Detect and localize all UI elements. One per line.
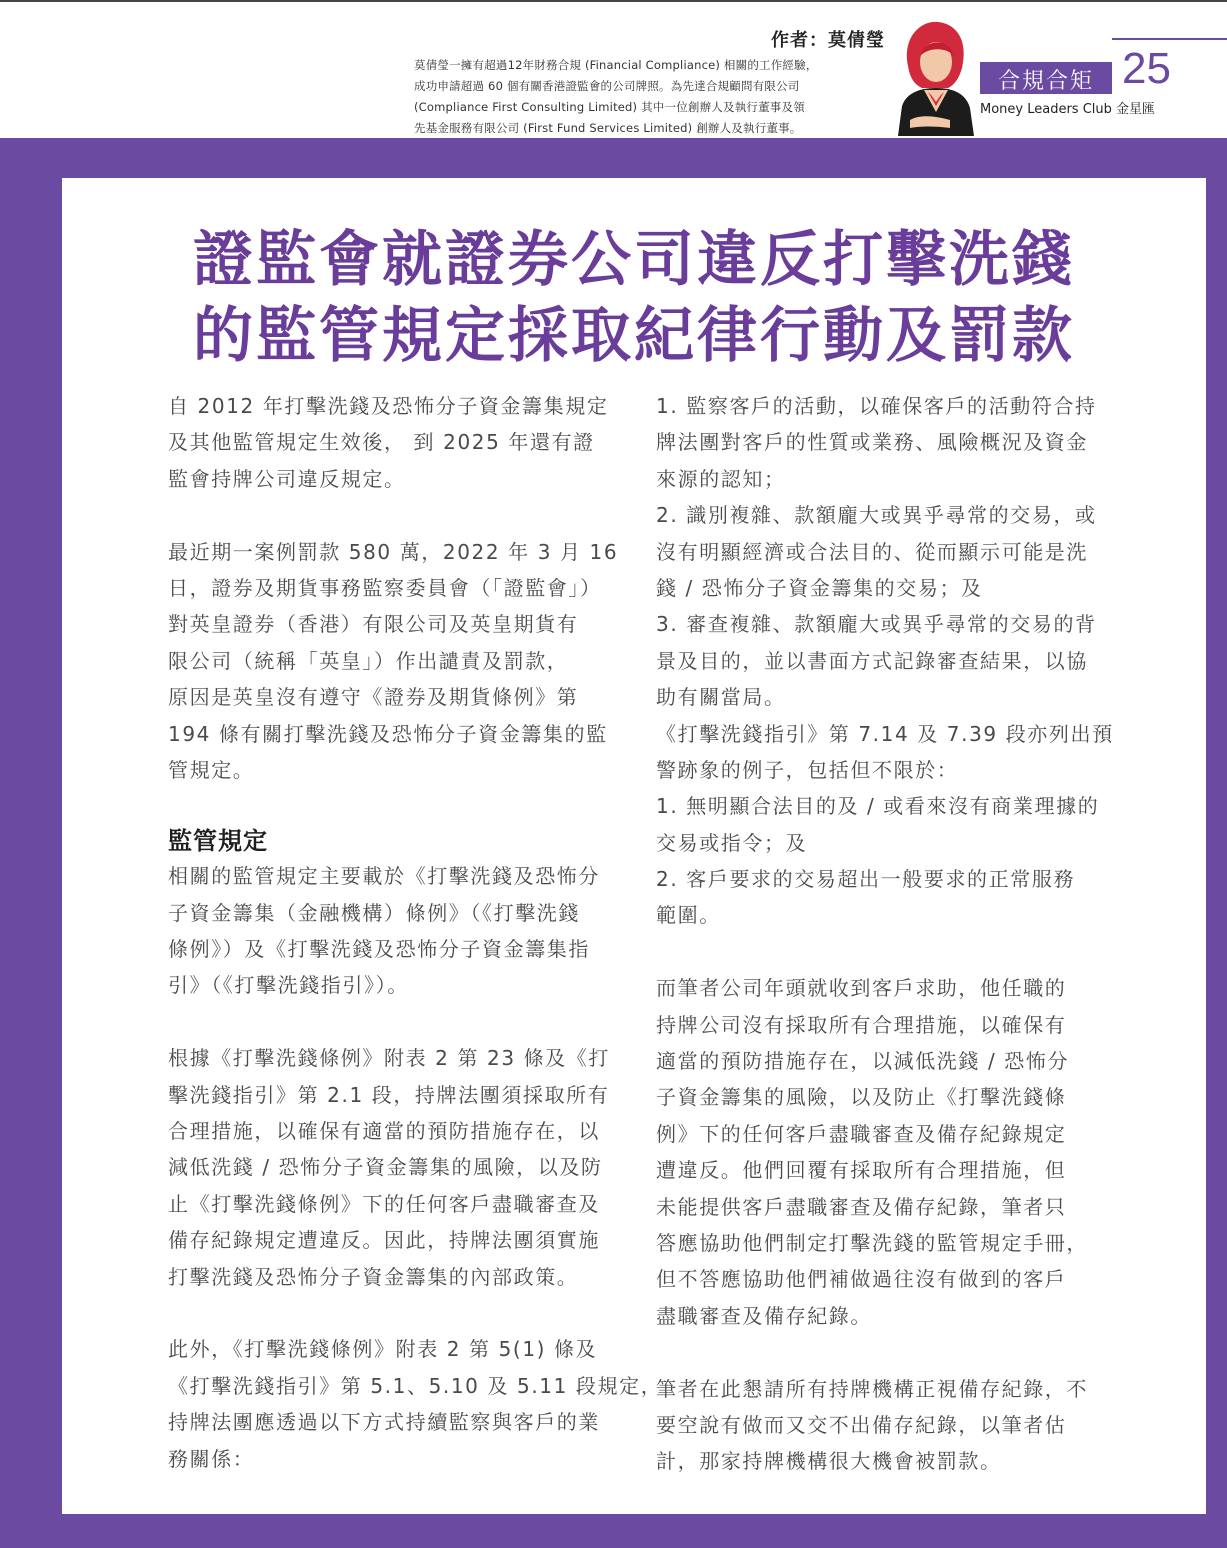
text-line: 194 條有關打擊洗錢及恐怖分子資金籌集的監: [168, 721, 608, 746]
article-column-left: [168, 388, 663, 1477]
text-line: 日，證券及期貨事務監察委員會（「證監會」）: [168, 575, 602, 600]
text-line: 計，那家持牌機構很大機會被罰款。: [656, 1449, 1002, 1474]
text-line: 遭違反。他們回覆有採取所有合理措施，但: [656, 1158, 1067, 1183]
club-name: Money Leaders Club 金星匯: [980, 102, 1156, 117]
section-brand: [980, 38, 1227, 98]
text-line: 盡職審查及備存紀錄。: [656, 1303, 872, 1328]
text-line: 對英皇證券（香港）有限公司及英皇期貨有: [168, 612, 579, 637]
text-line: 答應協助他們制定打擊洗錢的監管規定手冊，: [656, 1230, 1088, 1255]
text-line: 1. 監察客戶的活動，以確保客戶的活動符合持: [656, 394, 1097, 418]
text-line: 沒有明顯經濟或合法目的、從而顯示可能是洗: [656, 539, 1088, 564]
text-line: 止《打擊洗錢條例》下的任何客戶盡職審查及: [168, 1191, 600, 1216]
text-line: 持牌公司沒有採取所有合理措施，以確保有: [656, 1012, 1067, 1037]
text-line: 例》下的任何客戶盡職審查及備存紀錄規定: [656, 1121, 1067, 1146]
section-subheading: 監管規定: [168, 827, 268, 856]
text-line: 未能提供客戶盡職審查及備存紀錄，筆者只: [656, 1194, 1067, 1219]
text-line: 筆者在此懇請所有持牌機構正視備存紀錄，不: [656, 1376, 1088, 1401]
text-line: 2. 客戶要求的交易超出一般要求的正常服務: [656, 867, 1076, 892]
text-line: 《打擊洗錢指引》第 7.14 及 7.39 段亦列出預: [656, 721, 1114, 746]
text-line: 錢 / 恐怖分子資金籌集的交易；及: [656, 575, 983, 600]
text-line: 子資金籌集的風險，以及防止《打擊洗錢條: [656, 1085, 1067, 1110]
text-line: 牌法團對客戶的性質或業務、風險概況及資金: [656, 430, 1088, 455]
text-line: 交易或指令；及: [656, 830, 808, 855]
author-photo: [892, 16, 976, 136]
text-line: 限公司（統稱「英皇」）作出譴責及罰款，: [168, 648, 569, 673]
text-line: 減低洗錢 / 恐怖分子資金籌集的風險，以及防: [168, 1155, 603, 1180]
text-line: 警跡象的例子，包括但不限於：: [656, 757, 959, 782]
title-line: 證監會就證券公司違反打擊洗錢: [193, 225, 1075, 295]
article-column-right: [656, 388, 1114, 1480]
text-line: 及其他監管規定生效後， 到 2025 年還有證: [168, 430, 595, 455]
text-line: 條例》）及《打擊洗錢及恐怖分子資金籌集指: [168, 937, 590, 962]
text-line: 打擊洗錢及恐怖分子資金籌集的內部政策。: [168, 1264, 579, 1289]
text-line: 最近期一案例罰款 580 萬，2022 年 3 月 16: [168, 539, 619, 564]
text-line: 擊洗錢指引》第 2.1 段，持牌法團須採取所有: [168, 1082, 610, 1107]
text-line: 合理措施，以確保有適當的預防措施存在，以: [168, 1119, 600, 1144]
text-line: 持牌法團應透過以下方式持續監察與客戶的業: [168, 1410, 600, 1435]
text-line: 此外，《打擊洗錢條例》附表 2 第 5(1) 條及: [168, 1337, 598, 1362]
text-line: 要空說有做而又交不出備存紀錄，以筆者估: [656, 1412, 1067, 1437]
text-line: 範圍。: [656, 903, 721, 928]
section-label: 合規合矩: [998, 69, 1095, 94]
text-line: 備存紀錄規定遭違反。因此，持牌法團須實施: [168, 1228, 600, 1253]
text-line: 3. 審查複雜、款額龐大或異乎尋常的交易的背: [656, 612, 1097, 637]
bio-line: 先基金服務有限公司 (First Fund Services Limited) 創辦人及執行董事。: [414, 121, 802, 135]
text-line: 但不答應協助他們補做過往沒有做到的客戶: [656, 1267, 1067, 1292]
text-line: 原因是英皇沒有遵守《證券及期貨條例》第: [168, 685, 579, 710]
bio-line: 莫倩瑩一擁有超過12年財務合規 (Financial Compliance) 相關的工作經驗，: [414, 58, 818, 72]
bio-line: (Compliance First Consulting Limited) 其中一位創辦人及執行董事及領: [414, 100, 805, 114]
text-line: 而筆者公司年頭就收到客戶求助，他任職的: [656, 976, 1067, 1001]
author-bio: [414, 55, 888, 139]
bio-line: 成功申請超過 60 個有關香港證監會的公司牌照。為先達合規顧問有限公司: [414, 79, 800, 93]
page-number: 25: [1122, 44, 1171, 93]
text-line: 《打擊洗錢指引》第 5.1、5.10 及 5.11 段規定，: [168, 1373, 663, 1398]
text-line: 自 2012 年打擊洗錢及恐怖分子資金籌集規定: [168, 394, 609, 418]
text-line: 2. 識別複雜、款額龐大或異乎尋常的交易，或: [656, 503, 1097, 528]
text-line: 引》（《打擊洗錢指引》）。: [168, 973, 409, 998]
text-line: 相關的監管規定主要載於《打擊洗錢及恐怖分: [168, 864, 600, 889]
page-header: [0, 0, 1227, 138]
text-line: 1. 無明顯合法目的及 / 或看來沒有商業理據的: [656, 794, 1100, 819]
author-name: 作者：莫倩瑩: [771, 30, 885, 51]
text-line: 子資金籌集（金融機構）條例》（《打擊洗錢: [168, 900, 580, 925]
article-title: [62, 222, 1206, 374]
text-line: 助有關當局。: [656, 685, 786, 710]
text-line: 務關係：: [168, 1446, 255, 1471]
text-line: 景及目的，並以書面方式記錄審查結果，以協: [656, 648, 1088, 673]
text-line: 根據《打擊洗錢條例》附表 2 第 23 條及《打: [168, 1046, 611, 1071]
text-line: 適當的預防措施存在，以減低洗錢 / 恐怖分: [656, 1049, 1070, 1074]
text-line: 監會持牌公司違反規定。: [168, 466, 406, 491]
text-line: 管規定。: [168, 757, 255, 782]
title-line: 的監管規定採取紀律行動及罰款: [193, 301, 1075, 371]
text-line: 來源的認知；: [656, 466, 786, 491]
